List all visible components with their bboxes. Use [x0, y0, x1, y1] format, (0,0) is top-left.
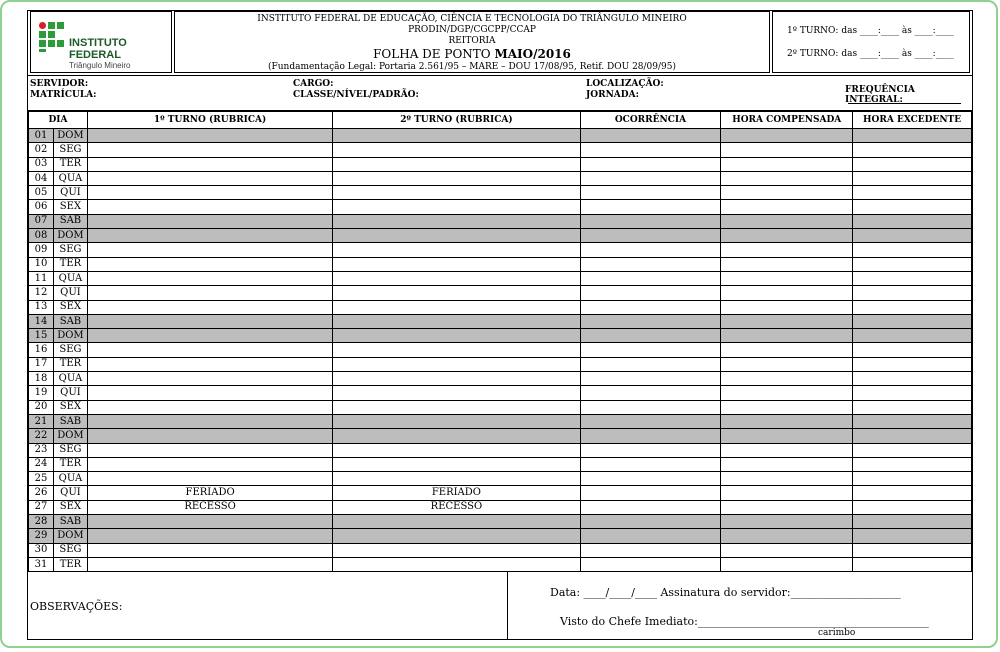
- ocorrencia-cell[interactable]: [580, 186, 721, 200]
- day-number: 28: [29, 515, 54, 529]
- turno2-cell[interactable]: [333, 314, 580, 328]
- turno2-cell[interactable]: [333, 200, 580, 214]
- day-number: 04: [29, 171, 54, 185]
- turno1-cell[interactable]: [87, 286, 332, 300]
- hora-excedente-cell[interactable]: [853, 300, 972, 314]
- hora-compensada-cell[interactable]: [721, 414, 853, 428]
- hora-excedente-cell[interactable]: [853, 243, 972, 257]
- day-number: 30: [29, 543, 54, 557]
- hora-compensada-cell[interactable]: [721, 157, 853, 171]
- turno2-cell[interactable]: [333, 171, 580, 185]
- table-row: [29, 557, 972, 571]
- day-of-week: QUI: [53, 186, 87, 200]
- hora-excedente-cell[interactable]: [853, 357, 972, 371]
- table-row: [29, 129, 972, 143]
- ocorrencia-cell[interactable]: [580, 529, 721, 543]
- turno1-cell[interactable]: [87, 129, 332, 143]
- hora-excedente-cell[interactable]: [853, 171, 972, 185]
- logo-text: [69, 37, 171, 70]
- day-of-week: QUI: [53, 486, 87, 500]
- table-row: [29, 171, 972, 185]
- hora-excedente-cell[interactable]: [853, 500, 972, 514]
- hora-excedente-cell[interactable]: [853, 186, 972, 200]
- col-dia: DIA: [29, 112, 88, 129]
- day-number: 14: [29, 314, 54, 328]
- hora-compensada-cell[interactable]: [721, 515, 853, 529]
- table-row: [29, 515, 972, 529]
- first-shift-time[interactable]: 1º TURNO: das ____:____ às ____:____: [787, 26, 954, 36]
- turno1-cell[interactable]: [87, 186, 332, 200]
- ocorrencia-cell[interactable]: [580, 414, 721, 428]
- ocorrencia-cell[interactable]: [580, 314, 721, 328]
- day-number: 09: [29, 243, 54, 257]
- day-of-week: TER: [53, 257, 87, 271]
- day-of-week: SEG: [53, 343, 87, 357]
- form-footer: [28, 571, 972, 639]
- hora-excedente-cell[interactable]: [853, 229, 972, 243]
- hora-excedente-cell[interactable]: [853, 414, 972, 428]
- hora-compensada-cell[interactable]: [721, 200, 853, 214]
- turno1-cell[interactable]: [87, 443, 332, 457]
- turno1-cell[interactable]: [87, 214, 332, 228]
- day-of-week: SEG: [53, 543, 87, 557]
- hora-excedente-cell[interactable]: [853, 372, 972, 386]
- hora-compensada-cell[interactable]: [721, 529, 853, 543]
- table-row: [29, 186, 972, 200]
- hora-compensada-cell[interactable]: [721, 386, 853, 400]
- table-row: [29, 257, 972, 271]
- turno2-cell[interactable]: [333, 243, 580, 257]
- turno1-cell[interactable]: [87, 515, 332, 529]
- table-body: [29, 129, 972, 572]
- hora-excedente-cell[interactable]: [853, 286, 972, 300]
- unit-name: REITORIA: [448, 36, 496, 46]
- classe-label: CLASSE/NÍVEL/PADRÃO:: [293, 90, 419, 100]
- ocorrencia-cell[interactable]: [580, 171, 721, 185]
- department-code: PRODIN/DGP/CGCPP/CCAP: [408, 25, 536, 35]
- table-row: [29, 472, 972, 486]
- hora-excedente-cell[interactable]: [853, 129, 972, 143]
- frequencia-signature-line[interactable]: [848, 103, 961, 104]
- hora-excedente-cell[interactable]: [853, 314, 972, 328]
- turno2-cell[interactable]: [333, 257, 580, 271]
- hora-compensada-cell[interactable]: [721, 300, 853, 314]
- table-row: [29, 414, 972, 428]
- turno2-cell[interactable]: [333, 129, 580, 143]
- turno1-cell[interactable]: RECESSO: [87, 500, 332, 514]
- day-number: 02: [29, 143, 54, 157]
- day-of-week: QUI: [53, 386, 87, 400]
- turno2-cell[interactable]: [333, 457, 580, 471]
- turno2-cell[interactable]: [333, 372, 580, 386]
- day-number: 08: [29, 229, 54, 243]
- ocorrencia-cell[interactable]: [580, 143, 721, 157]
- table-row: [29, 429, 972, 443]
- hora-excedente-cell[interactable]: [853, 257, 972, 271]
- day-number: 03: [29, 157, 54, 171]
- header-title-box: [174, 11, 770, 73]
- col-ocorrencia: OCORRÊNCIA: [580, 112, 721, 129]
- table-row: [29, 329, 972, 343]
- table-row: [29, 400, 972, 414]
- day-number: 19: [29, 386, 54, 400]
- if-logo-icon: [39, 22, 65, 52]
- turno2-cell[interactable]: RECESSO: [333, 500, 580, 514]
- turno1-cell[interactable]: [87, 329, 332, 343]
- day-number: 22: [29, 429, 54, 443]
- hora-compensada-cell[interactable]: [721, 400, 853, 414]
- hora-excedente-cell[interactable]: [853, 429, 972, 443]
- ocorrencia-cell[interactable]: [580, 343, 721, 357]
- day-of-week: QUA: [53, 472, 87, 486]
- turno1-cell[interactable]: [87, 343, 332, 357]
- hora-excedente-cell[interactable]: [853, 214, 972, 228]
- hora-compensada-cell[interactable]: [721, 357, 853, 371]
- hora-excedente-cell[interactable]: [853, 529, 972, 543]
- ocorrencia-cell[interactable]: [580, 200, 721, 214]
- turno2-cell[interactable]: [333, 229, 580, 243]
- hora-excedente-cell[interactable]: [853, 400, 972, 414]
- ocorrencia-cell[interactable]: [580, 457, 721, 471]
- hora-compensada-cell[interactable]: [721, 171, 853, 185]
- turno1-cell[interactable]: [87, 472, 332, 486]
- day-number: 26: [29, 486, 54, 500]
- table-header: [29, 112, 972, 129]
- title-prefix: FOLHA DE PONTO: [373, 47, 495, 61]
- hora-compensada-cell[interactable]: [721, 271, 853, 285]
- turno2-cell[interactable]: [333, 186, 580, 200]
- attendance-table: [28, 111, 972, 572]
- turno2-cell[interactable]: [333, 386, 580, 400]
- turno1-cell[interactable]: [87, 314, 332, 328]
- turno1-cell[interactable]: [87, 200, 332, 214]
- day-number: 11: [29, 271, 54, 285]
- ocorrencia-cell[interactable]: [580, 129, 721, 143]
- ocorrencia-cell[interactable]: [580, 271, 721, 285]
- day-of-week: TER: [53, 157, 87, 171]
- col-hora-excedente: HORA EXCEDENTE: [853, 112, 972, 129]
- turno1-cell[interactable]: [87, 157, 332, 171]
- turno2-cell[interactable]: [333, 214, 580, 228]
- ocorrencia-cell[interactable]: [580, 300, 721, 314]
- ocorrencia-cell[interactable]: [580, 500, 721, 514]
- hora-compensada-cell[interactable]: [721, 143, 853, 157]
- date-signature-line[interactable]: Data: ____/____/____ Assinatura do servidor:____________________: [550, 586, 901, 599]
- servidor-label: SERVIDOR:: [30, 79, 89, 89]
- ocorrencia-cell[interactable]: [580, 543, 721, 557]
- turno1-cell[interactable]: [87, 557, 332, 571]
- hora-compensada-cell[interactable]: [721, 372, 853, 386]
- turno1-cell[interactable]: [87, 300, 332, 314]
- day-number: 05: [29, 186, 54, 200]
- day-of-week: DOM: [53, 529, 87, 543]
- turno2-cell[interactable]: [333, 343, 580, 357]
- day-number: 12: [29, 286, 54, 300]
- day-number: 13: [29, 300, 54, 314]
- day-of-week: QUI: [53, 286, 87, 300]
- day-of-week: SEG: [53, 243, 87, 257]
- table-row: [29, 529, 972, 543]
- hora-compensada-cell[interactable]: [721, 472, 853, 486]
- turno2-cell[interactable]: [333, 515, 580, 529]
- employee-info: [28, 75, 972, 111]
- hora-excedente-cell[interactable]: [853, 457, 972, 471]
- hora-excedente-cell[interactable]: [853, 329, 972, 343]
- day-number: 06: [29, 200, 54, 214]
- hora-excedente-cell[interactable]: [853, 343, 972, 357]
- turno1-cell[interactable]: [87, 171, 332, 185]
- hora-compensada-cell[interactable]: [721, 457, 853, 471]
- day-of-week: DOM: [53, 129, 87, 143]
- frequencia-label: FREQUÊNCIA INTEGRAL:: [845, 85, 915, 105]
- hora-compensada-cell[interactable]: [721, 486, 853, 500]
- turno2-cell[interactable]: [333, 543, 580, 557]
- day-number: 01: [29, 129, 54, 143]
- day-number: 24: [29, 457, 54, 471]
- second-shift-time[interactable]: 2º TURNO: das ____:____ às ____:____: [787, 49, 954, 59]
- day-number: 25: [29, 472, 54, 486]
- hora-compensada-cell[interactable]: [721, 343, 853, 357]
- day-number: 15: [29, 329, 54, 343]
- stamp-label: carimbo: [818, 628, 856, 638]
- turno1-cell[interactable]: [87, 257, 332, 271]
- turno2-cell[interactable]: [333, 286, 580, 300]
- table-row: [29, 286, 972, 300]
- turno1-cell[interactable]: [87, 400, 332, 414]
- day-of-week: TER: [53, 457, 87, 471]
- ocorrencia-cell[interactable]: [580, 286, 721, 300]
- turno2-cell[interactable]: [333, 557, 580, 571]
- table-row: [29, 486, 972, 500]
- day-of-week: SEX: [53, 400, 87, 414]
- hora-excedente-cell[interactable]: [853, 443, 972, 457]
- turno1-cell[interactable]: [87, 243, 332, 257]
- table-row: [29, 300, 972, 314]
- table-row: [29, 214, 972, 228]
- hora-compensada-cell[interactable]: [721, 329, 853, 343]
- ocorrencia-cell[interactable]: [580, 214, 721, 228]
- day-number: 29: [29, 529, 54, 543]
- turno2-cell[interactable]: [333, 414, 580, 428]
- form-header: [28, 11, 972, 75]
- page-title: [175, 47, 769, 62]
- table-row: [29, 243, 972, 257]
- supervisor-signature-line[interactable]: Visto do Chefe Imediato:__________________________________________: [560, 615, 929, 628]
- day-number: 16: [29, 343, 54, 357]
- table-row: [29, 200, 972, 214]
- table-row: [29, 386, 972, 400]
- ocorrencia-cell[interactable]: [580, 329, 721, 343]
- day-number: 20: [29, 400, 54, 414]
- table-row: [29, 314, 972, 328]
- cargo-label: CARGO:: [293, 79, 334, 89]
- hora-excedente-cell[interactable]: [853, 515, 972, 529]
- hora-compensada-cell[interactable]: [721, 543, 853, 557]
- timesheet-form: [27, 10, 973, 640]
- turno1-cell[interactable]: [87, 357, 332, 371]
- day-of-week: SEX: [53, 500, 87, 514]
- hora-compensada-cell[interactable]: [721, 243, 853, 257]
- logo-brand: INSTITUTO FEDERAL: [69, 37, 127, 61]
- hora-compensada-cell[interactable]: [721, 186, 853, 200]
- day-of-week: TER: [53, 557, 87, 571]
- ocorrencia-cell[interactable]: [580, 157, 721, 171]
- col-turno1: 1º TURNO (RUBRICA): [87, 112, 332, 129]
- shift-times-box: [772, 11, 970, 73]
- day-of-week: SEG: [53, 443, 87, 457]
- turno1-cell[interactable]: [87, 143, 332, 157]
- turno2-cell[interactable]: [333, 329, 580, 343]
- turno1-cell[interactable]: [87, 543, 332, 557]
- day-of-week: QUA: [53, 271, 87, 285]
- ocorrencia-cell[interactable]: [580, 257, 721, 271]
- localizacao-label: LOCALIZAÇÃO:: [586, 79, 664, 89]
- day-of-week: SAB: [53, 314, 87, 328]
- hora-excedente-cell[interactable]: [853, 200, 972, 214]
- turno2-cell[interactable]: [333, 429, 580, 443]
- hora-compensada-cell[interactable]: [721, 429, 853, 443]
- hora-compensada-cell[interactable]: [721, 286, 853, 300]
- table-row: [29, 229, 972, 243]
- turno2-cell[interactable]: [333, 157, 580, 171]
- turno1-cell[interactable]: [87, 372, 332, 386]
- logo-subtitle: Triângulo Mineiro: [69, 61, 131, 70]
- day-of-week: DOM: [53, 429, 87, 443]
- logo-box: [30, 11, 172, 73]
- ocorrencia-cell[interactable]: [580, 386, 721, 400]
- day-of-week: SEX: [53, 200, 87, 214]
- day-number: 21: [29, 414, 54, 428]
- table-row: [29, 500, 972, 514]
- day-of-week: DOM: [53, 229, 87, 243]
- day-number: 18: [29, 372, 54, 386]
- table-row: [29, 143, 972, 157]
- table-row: [29, 372, 972, 386]
- table-row: [29, 543, 972, 557]
- ocorrencia-cell[interactable]: [580, 429, 721, 443]
- turno2-cell[interactable]: [333, 143, 580, 157]
- hora-compensada-cell[interactable]: [721, 129, 853, 143]
- ocorrencia-cell[interactable]: [580, 372, 721, 386]
- ocorrencia-cell[interactable]: [580, 557, 721, 571]
- turno1-cell[interactable]: [87, 429, 332, 443]
- day-of-week: QUA: [53, 171, 87, 185]
- day-number: 17: [29, 357, 54, 371]
- day-number: 27: [29, 500, 54, 514]
- day-of-week: SEX: [53, 300, 87, 314]
- jornada-label: JORNADA:: [586, 90, 639, 100]
- table-row: [29, 343, 972, 357]
- day-of-week: QUA: [53, 372, 87, 386]
- turno2-cell[interactable]: [333, 300, 580, 314]
- day-of-week: TER: [53, 357, 87, 371]
- turno2-cell[interactable]: FERIADO: [333, 486, 580, 500]
- ocorrencia-cell[interactable]: [580, 229, 721, 243]
- table-row: [29, 271, 972, 285]
- institution-name: INSTITUTO FEDERAL DE EDUCAÇÃO, CIÊNCIA E TECNOLOGIA DO TRIÂNGULO MINEIRO: [257, 14, 687, 24]
- hora-compensada-cell[interactable]: [721, 557, 853, 571]
- turno1-cell[interactable]: [87, 414, 332, 428]
- hora-excedente-cell[interactable]: [853, 157, 972, 171]
- turno1-cell[interactable]: [87, 457, 332, 471]
- hora-excedente-cell[interactable]: [853, 386, 972, 400]
- col-hora-compensada: HORA COMPENSADA: [721, 112, 853, 129]
- day-of-week: SAB: [53, 515, 87, 529]
- hora-compensada-cell[interactable]: [721, 443, 853, 457]
- turno1-cell[interactable]: [87, 271, 332, 285]
- day-number: 10: [29, 257, 54, 271]
- hora-compensada-cell[interactable]: [721, 500, 853, 514]
- ocorrencia-cell[interactable]: [580, 472, 721, 486]
- legal-basis: (Fundamentação Legal: Portaria 2.561/95 – MARE – DOU 17/08/95, Retif. DOU 28/09/95): [267, 62, 677, 72]
- hora-excedente-cell[interactable]: [853, 486, 972, 500]
- ocorrencia-cell[interactable]: [580, 515, 721, 529]
- day-of-week: DOM: [53, 329, 87, 343]
- ocorrencia-cell[interactable]: [580, 443, 721, 457]
- table-row: [29, 357, 972, 371]
- turno1-cell[interactable]: FERIADO: [87, 486, 332, 500]
- day-number: 07: [29, 214, 54, 228]
- day-number: 31: [29, 557, 54, 571]
- turno2-cell[interactable]: [333, 400, 580, 414]
- turno1-cell[interactable]: [87, 529, 332, 543]
- hora-compensada-cell[interactable]: [721, 257, 853, 271]
- turno1-cell[interactable]: [87, 386, 332, 400]
- ocorrencia-cell[interactable]: [580, 357, 721, 371]
- ocorrencia-cell[interactable]: [580, 243, 721, 257]
- col-turno2: 2º TURNO (RUBRICA): [333, 112, 580, 129]
- hora-excedente-cell[interactable]: [853, 472, 972, 486]
- turno2-cell[interactable]: [333, 357, 580, 371]
- hora-compensada-cell[interactable]: [721, 229, 853, 243]
- day-of-week: SAB: [53, 414, 87, 428]
- table-row: [29, 457, 972, 471]
- turno1-cell[interactable]: [87, 229, 332, 243]
- day-number: 23: [29, 443, 54, 457]
- ocorrencia-cell[interactable]: [580, 400, 721, 414]
- day-of-week: SAB: [53, 214, 87, 228]
- hora-excedente-cell[interactable]: [853, 143, 972, 157]
- day-of-week: SEG: [53, 143, 87, 157]
- turno2-cell[interactable]: [333, 443, 580, 457]
- turno2-cell[interactable]: [333, 271, 580, 285]
- ocorrencia-cell[interactable]: [580, 486, 721, 500]
- observacoes-label: OBSERVAÇÕES:: [30, 600, 123, 613]
- table-row: [29, 443, 972, 457]
- turno2-cell[interactable]: [333, 529, 580, 543]
- table-row: [29, 157, 972, 171]
- footer-divider: [507, 572, 508, 640]
- hora-compensada-cell[interactable]: [721, 314, 853, 328]
- hora-compensada-cell[interactable]: [721, 214, 853, 228]
- turno2-cell[interactable]: [333, 472, 580, 486]
- hora-excedente-cell[interactable]: [853, 557, 972, 571]
- hora-excedente-cell[interactable]: [853, 271, 972, 285]
- title-month: MAIO/2016: [494, 47, 571, 61]
- hora-excedente-cell[interactable]: [853, 543, 972, 557]
- matricula-label: MATRÍCULA:: [30, 90, 97, 100]
